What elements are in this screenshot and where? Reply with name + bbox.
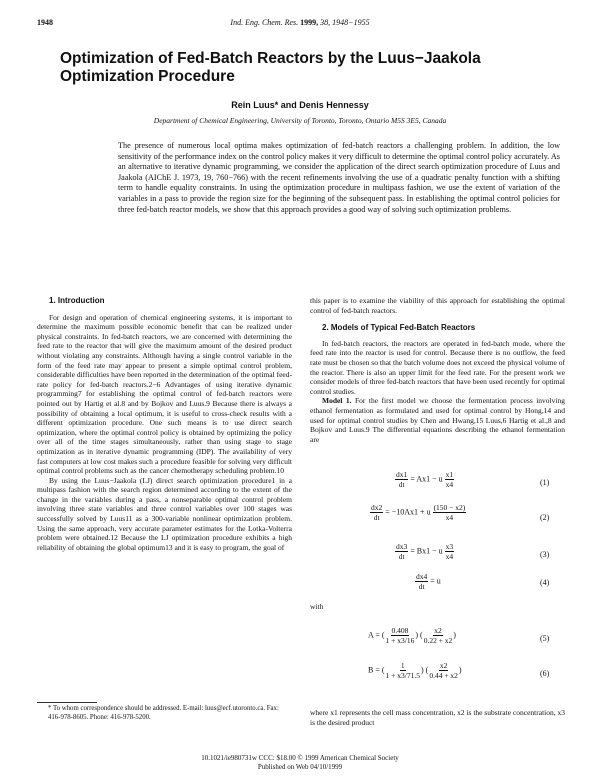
right-column	[310, 296, 565, 444]
equation-6: B = ( $\frac{1}{1 + x3/71.5}$ ) ( $\frac{x2}{0.44 + x2}$ )	[368, 661, 462, 680]
journal-citation	[37, 18, 563, 27]
intro-paragraph-2: By using the Luus−Jaakola (LJ) direct search optimization procedure1 in a multipass fashion with the search region determined according to the extent of the change in the variables during a pass, a nonseparable optimal control problem involving three state variables and three control variables over 100 stages was successfully solved by Luus11 as a 300-variable nonlinear optimization problem. Using the same approach, very accurate parameter estimates for the Lotka-Volterra problem were obtained.12 Because the LJ optimization procedure exhibits a high reliability of obtaining the global optimum13 and it is easy to program, the goal of	[37, 475, 292, 552]
article-title: Optimization of Fed-Batch Reactors by the Luus−Jaakola Optimization Procedure	[60, 50, 481, 85]
section-heading-introduction: 1. Introduction	[49, 296, 105, 305]
models-paragraph-2	[310, 396, 565, 444]
journal-name: Ind. Eng. Chem. Res.	[230, 18, 299, 27]
equation-2: $\frac{dx2}{dt}$ = −10Ax1 + u $\frac{(150 - x2)}{x4}$	[371, 503, 466, 522]
model-1-text: For the first model we choose the fermentation process involving ethanol fermentation as formulated and used for optimal control by Hong,14 and used for optimal control studies by Chen and Hwang,15 Luus,6 Hartig et al.,8 and Bojkov and Luus.9 The differential equations describing the ethanol fermentation are	[310, 396, 565, 444]
model-1-label: Model 1.	[322, 396, 352, 406]
page-footer	[0, 754, 600, 772]
left-column	[37, 296, 292, 552]
abstract: The presence of numerous local optima makes optimization of fed-batch reactors a challenging problem. In addition, the low sensitivity of the performance index on the control policy makes it very difficult to determine the optimal control policy accurately. As an alternative to iterative dynamic programming, we consider the application of the direct search optimization procedure of Luus and Jaakola (AIChE J. 1973, 19, 760−766) with the recent refinements involving the use of a quadratic penalty function with a shifting term to handle equality constraints. In using the optimization procedure in multipass fashion, we use the extent of variation of the variables in a pass to provide the region size for the beginning of the subsequent pass. In establishing the optimal control policies for three fed-batch reactor models, we show that this approach provides a good way of solving such optimization problems.	[118, 141, 560, 214]
equation-2-number: (2)	[540, 513, 550, 522]
equation-4: $\frac{dx4}{dt}$ = u	[416, 572, 441, 591]
closing-text: where x1 represents the cell mass concentration, x2 is the substrate concentration, x3 is the desired product	[310, 708, 565, 727]
journal-volume: 38,	[320, 18, 331, 27]
equation-1-number: (1)	[540, 478, 550, 487]
with-word: with	[310, 602, 324, 611]
equation-3: $\frac{dx3}{dt}$ = Bx1 − u $\frac{x3}{x4}$	[396, 542, 454, 561]
journal-pages: 1948−1955	[332, 18, 370, 27]
continuation-text: this paper is to examine the viability of this approach for establishing the optimal control of fed-batch reactors.	[310, 296, 565, 315]
section-heading-models: 2. Models of Typical Fed-Batch Reactors	[322, 323, 476, 333]
publication-date: Published on Web 04/10/1999	[257, 763, 343, 771]
equation-5-number: (5)	[540, 634, 550, 643]
equation-6-number: (6)	[540, 669, 550, 678]
doi-copyright: 10.1021/ie980731w CCC: $18.00 © 1999 American Chemical Society	[201, 754, 399, 762]
affiliation: Department of Chemical Engineering, University of Toronto, Toronto, Ontario M5S 3E5, Canada	[153, 116, 447, 125]
equation-1: $\frac{dx1}{dt}$ = Ax1 − u $\frac{x1}{x4}$	[396, 470, 454, 489]
authors: Rein Luus* and Denis Hennessy	[231, 100, 369, 110]
models-paragraph-1: In fed-batch reactors, the reactors are operated in fed-batch mode, where the feed rate into the reactor is used for control. Because there is no outflow, the feed rate must be chosen so that the batch volume does not exceed the physical volume of the reactor. There is also an upper limit for the feed rate. For the present work we consider models of three fed-batch reactors that have been used recently for optimal control studies.	[310, 338, 565, 396]
correspondence-footnote: * To whom correspondence should be addressed. E-mail: luus@ecf.utoronto.ca. Fax: 416-978-8605. Phone: 416-978-5200.	[48, 705, 279, 721]
footnote-rule	[37, 702, 97, 703]
equation-4-number: (4)	[540, 578, 550, 587]
page-number: 1948	[37, 18, 53, 27]
equation-5: A = ( $\frac{0.408}{1 + x3/16}$ ) ( $\frac{x2}{0.22 + x2}$ )	[368, 626, 456, 645]
running-header	[37, 18, 563, 32]
intro-paragraph-1: For design and operation of chemical engineering systems, it is important to determine the maximum possible economic benefit that can be realized under physical constraints. In fed-batch reactors, we are concerned with determining the feed rate to the reactor that will give the maximum amount of the desired product without violating any constraints. Although having a single control variable in the form of the feed rate may appear to present a simple optimal control problem, considerable difficulties have been reported in the determination of the optimal feed-rate policy for fed-batch reactors.2−6 Advantages of using iterative dynamic programming7 for establishing the optimal control of fed-batch reactors were pointed out by Hartig et al.8 and by Bojkov and Luus.9 Because there is always a possibility of obtaining a local optimum, it is useful to cross-check results with a different optimization procedure. One such means is to use direct search optimization, where the optimal control policy is obtained by optimizing the policy over all of the time stages simultaneously, rather than using stage to stage optimization as in iterative dynamic programming (IDP). The availability of very fast computers at low cost makes such a procedure feasible for solving very difficult optimal control problems such as the cancer chemotherapy scheduling problem.10	[37, 312, 292, 476]
equation-3-number: (3)	[540, 550, 550, 559]
journal-year: 1999,	[300, 18, 319, 27]
